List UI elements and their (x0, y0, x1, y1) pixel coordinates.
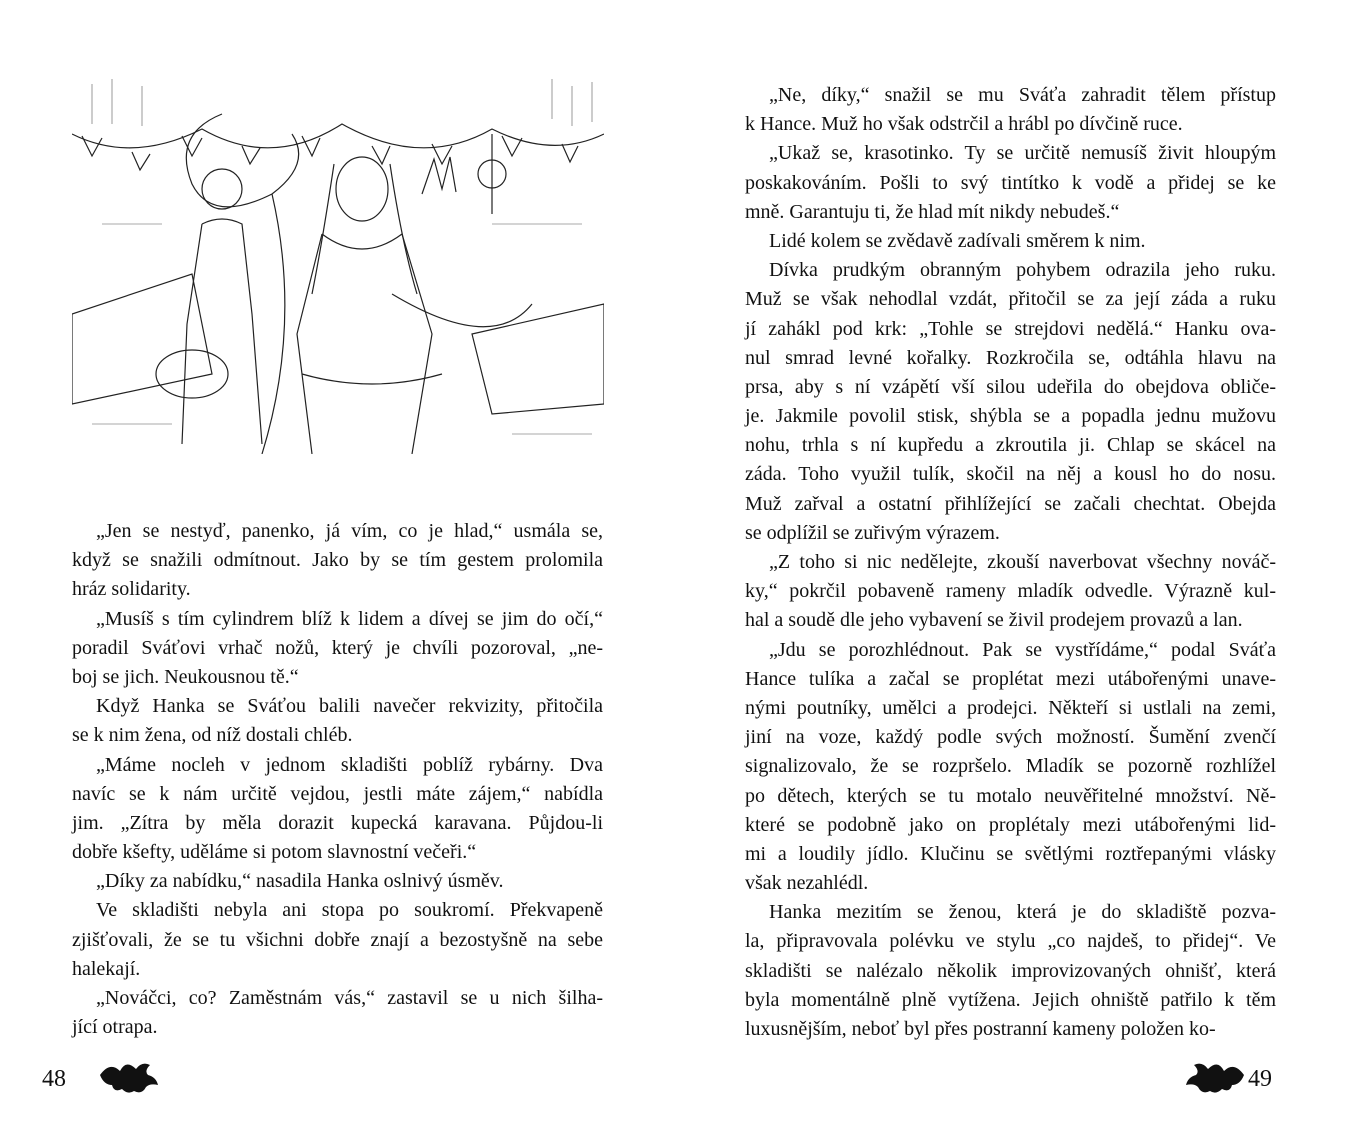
text-line: nohu, trhla s ní kupředu a zkroutila ji. Chlap se skácel na (745, 434, 1276, 457)
text-line: signalizovalo, že se rozpršelo. Mladík se pozorně rozhlížel (745, 755, 1276, 778)
text-line: Hanka mezitím se ženou, která je do skladiště pozva- (769, 901, 1276, 924)
paragraph (72, 896, 603, 984)
text-line: však nezahlédl. (745, 872, 869, 895)
paragraph (72, 605, 603, 693)
text-line: je. Jakmile povolil stisk, shýbla se a popadla jednu mužovu (745, 405, 1276, 428)
paragraph (745, 227, 1276, 256)
text-line: poradil Sváťovi vrhač nožů, který je chvíli pozoroval, „ne- (72, 636, 603, 659)
text-line: Hance tulíka a začal se proplétat mezi utábořenými unave- (745, 667, 1276, 690)
text-line: nými poutníky, umělci a prodejci. Někteří si ustlali na zemi, (745, 696, 1276, 719)
paragraph (72, 692, 603, 750)
text-line: la, připravovala polévku ve stylu „co najdeš, to přidej“. Ve (745, 930, 1276, 953)
text-line: hal a soudě dle jeho vybavení se živil prodejem provazů a lan. (745, 609, 1243, 632)
paragraph (745, 636, 1276, 899)
paragraph (745, 81, 1276, 139)
text-line: poskakováním. Pošli to svý tintítko k vodě a přidej se ke (745, 171, 1276, 194)
text-line: Lidé kolem se zvědavě zadívali směrem k nim. (769, 229, 1146, 252)
market-illustration (72, 74, 604, 454)
text-line: mně. Garantuju ti, že hlad mít nikdy nebudeš.“ (745, 200, 1120, 223)
right-page-text (745, 81, 1276, 1044)
paragraph (745, 256, 1276, 548)
text-line: halekají. (72, 957, 141, 980)
text-line: jící otrapa. (72, 1016, 158, 1039)
text-line: Ve skladišti nebyla ani stopa po soukromí. Překvapeně (96, 899, 603, 922)
text-line: dobře kšefty, uděláme si potom slavnostní večeři.“ (72, 841, 477, 864)
text-line: „Ne, díky,“ snažil se mu Sváťa zahradit tělem přístup (769, 84, 1276, 106)
text-line: po dětech, kterých se tu motalo neuvěřitelné množství. Ně- (745, 784, 1276, 807)
text-line: „Máme nocleh v jednom skladišti poblíž rybárny. Dva (96, 753, 603, 776)
text-line: které se podobně jako on proplétaly mezi utábořenými lid- (745, 813, 1276, 836)
paragraph (72, 751, 603, 868)
text-line: „Díky za nabídku,“ nasadila Hanka oslnivý úsměv. (96, 870, 504, 893)
page-number-right: 49 (1248, 1066, 1272, 1092)
text-line: jí zahákl pod krk: „Tohle se strejdovi nedělá.“ Hanku ova- (745, 317, 1276, 340)
text-line: navíc se k nám určitě vejdou, jestli máte zájem,“ nabídla (72, 782, 603, 805)
text-line: zjišťovali, že se tu všichni dobře znají a bezostyšně na sebe (72, 928, 603, 951)
dragon-ornament-icon (1184, 1055, 1246, 1097)
text-line: „Nováčci, co? Zaměstnám vás,“ zastavil se u nich šilha- (96, 987, 603, 1009)
text-line: se k nim žena, od níž dostali chléb. (72, 724, 353, 747)
text-line: ky,“ pokrčil pobaveně rameny mladík odvedle. Výrazně kul- (745, 580, 1276, 603)
dragon-ornament-icon (98, 1055, 160, 1097)
text-line: boj se jich. Neukousnou tě.“ (72, 665, 299, 688)
text-line: byla momentálně plně vytížena. Jejich ohniště patřilo k těm (745, 988, 1276, 1011)
text-line: skladišti se nalézalo několik improvizovaných ohnišť, která (745, 959, 1276, 982)
text-line: k Hance. Muž ho však odstrčil a hrábl po dívčině ruce. (745, 113, 1183, 136)
text-line: mi a loudily jídlo. Klučinu se světlými roztřepanými vlásky (745, 842, 1276, 865)
text-line: „Ukaž se, krasotinko. Ty se určitě nemusíš živit hloupým (769, 142, 1276, 165)
text-line: záda. Toho využil tulík, skočil na něj a kousl ho do nosu. (745, 463, 1276, 486)
paragraph (745, 139, 1276, 227)
page-number-left: 48 (42, 1066, 66, 1092)
text-line: Muž zařval a ostatní přihlížející se začali chechtat. Obejda (745, 492, 1276, 515)
paragraph (72, 867, 603, 896)
text-line: Když Hanka se Sváťou balili navečer rekvizity, přitočila (96, 695, 603, 718)
text-line: „Jdu se porozhlédnout. Pak se vystřídáme,“ podal Sváťa (769, 638, 1276, 661)
paragraph (745, 898, 1276, 1044)
text-line: jim. „Zítra by měla dorazit kupecká karavana. Půjdou-li (72, 811, 603, 834)
text-line: nul smrad levné kořalky. Rozkročila se, odtáhla hlavu na (745, 346, 1276, 369)
text-line: když se snažili odmítnout. Jako by se tím gestem prolomila (72, 549, 603, 572)
paragraph (745, 548, 1276, 636)
text-line: se odplížil se zuřivým výrazem. (745, 521, 1000, 544)
paragraph (72, 517, 603, 605)
text-line: Muž se však nehodlal vzdát, přitočil se za její záda a ruku (745, 288, 1276, 311)
left-page-text (72, 517, 603, 1042)
paragraph (72, 984, 603, 1042)
text-line: „Musíš s tím cylindrem blíž k lidem a dívej se jim do očí,“ (96, 607, 603, 630)
text-line: Dívka prudkým obranným pohybem odrazila jeho ruku. (769, 259, 1276, 282)
text-line: hráz solidarity. (72, 578, 191, 601)
text-line: prsa, aby s ní vzápětí vší silou udeřila do obejdova obliče- (745, 375, 1276, 398)
text-line: luxusnějším, neboť byl přes postranní kameny položen ko- (745, 1018, 1216, 1040)
text-line: „Jen se nestyď, panenko, já vím, co je hlad,“ usmála se, (96, 520, 603, 542)
text-line: „Z toho si nic nedělejte, zkouší naverbovat všechny nováč- (769, 551, 1276, 573)
text-line: jiní na voze, každý podle svých možností. Šumění zvenčí (745, 726, 1276, 749)
